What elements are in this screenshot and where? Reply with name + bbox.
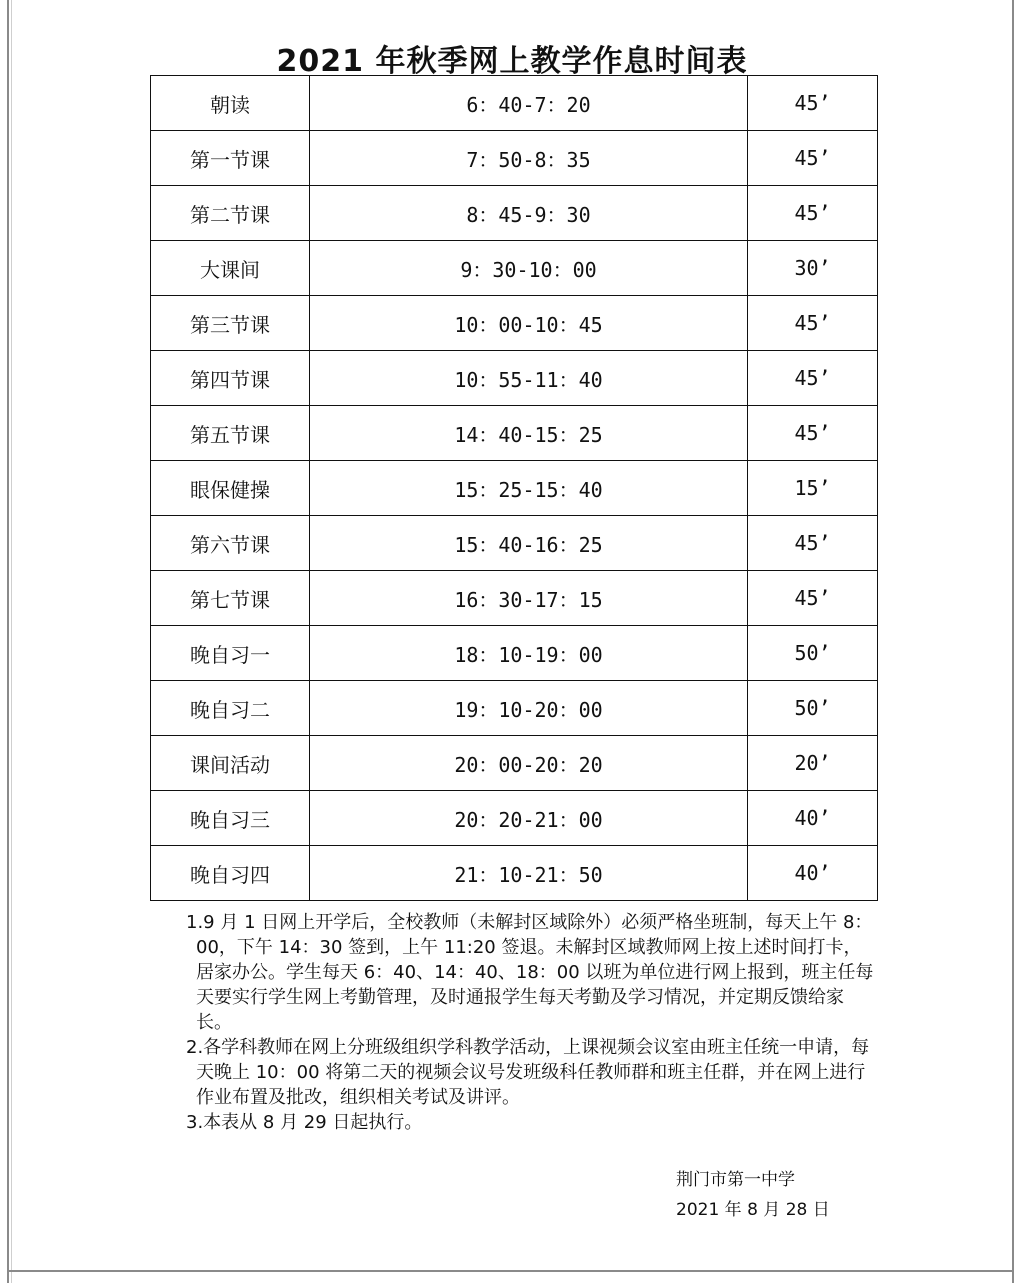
note-1: 1.9 月 1 日网上开学后，全校教师（未解封区域除外）必须严格坐班制，每天上午 8：00，下午 14：30 签到，上午 11:20 签退。未解封区域教师网上按上述时间打卡，居家办公。学生每天 6：40、14：40、18：00 以班为单位进行网上报到，班主任每天要实行学生网上考勤管理，及时通报学生每天考勤及学习情况，并定期反馈给家长。 [186,912,874,1033]
time-range-cell: 20：20-21：00 [310,791,748,846]
period-name-cell: 晚自习四 [151,846,310,901]
page-border-left [7,0,9,1283]
period-name-cell: 眼保健操 [151,461,310,516]
time-range-cell: 10：00-10：45 [310,296,748,351]
table-row [151,186,878,241]
duration-cell: 30’ [748,241,878,296]
duration-cell: 50’ [748,681,878,736]
time-range-cell: 10：55-11：40 [310,351,748,406]
period-name-cell: 第四节课 [151,351,310,406]
time-range-cell: 15：25-15：40 [310,461,748,516]
table-row [151,681,878,736]
duration-cell: 20’ [748,736,878,791]
table-row [151,571,878,626]
time-range-cell: 20：00-20：20 [310,736,748,791]
schedule-table [150,75,878,901]
page-title: 2021 年秋季网上教学作息时间表 [276,44,748,79]
table-row [151,406,878,461]
duration-cell: 45’ [748,186,878,241]
time-range-cell: 19：10-20：00 [310,681,748,736]
table-row [151,76,878,131]
duration-cell: 40’ [748,791,878,846]
duration-cell: 40’ [748,846,878,901]
period-name-cell: 课间活动 [151,736,310,791]
page-border-right [1012,0,1014,1283]
duration-cell: 50’ [748,626,878,681]
table-row [151,461,878,516]
time-range-cell: 8：45-9：30 [310,186,748,241]
period-name-cell: 晚自习一 [151,626,310,681]
time-range-cell: 15：40-16：25 [310,516,748,571]
table-row [151,736,878,791]
table-row [151,296,878,351]
time-range-cell: 6：40-7：20 [310,76,748,131]
period-name-cell: 第一节课 [151,131,310,186]
table-row [151,131,878,186]
duration-cell: 45’ [748,131,878,186]
page-border-bottom [7,1270,1014,1272]
duration-cell: 45’ [748,296,878,351]
table-row [151,846,878,901]
note-2: 2.各学科教师在网上分班级组织学科教学活动，上课视频会议室由班主任统一申请，每天晚上 10：00 将第二天的视频会议号发班级科任教师群和班主任群，并在网上进行作业布置及批改，组织相关考试及讲评。 [186,1037,870,1108]
time-range-cell: 16：30-17：15 [310,571,748,626]
time-range-cell: 14：40-15：25 [310,406,748,461]
duration-cell: 45’ [748,76,878,131]
period-name-cell: 晚自习三 [151,791,310,846]
duration-cell: 45’ [748,571,878,626]
period-name-cell: 第七节课 [151,571,310,626]
duration-cell: 45’ [748,406,878,461]
period-name-cell: 第三节课 [151,296,310,351]
table-row [151,516,878,571]
time-range-cell: 18：10-19：00 [310,626,748,681]
period-name-cell: 第二节课 [151,186,310,241]
table-row [151,351,878,406]
table-row [151,791,878,846]
period-name-cell: 大课间 [151,241,310,296]
period-name-cell: 朝读 [151,76,310,131]
footer-date: 2021 年 8 月 28 日 [676,1200,830,1220]
duration-cell: 45’ [748,351,878,406]
duration-cell: 45’ [748,516,878,571]
page-border-left-inner [11,0,12,1283]
period-name-cell: 第六节课 [151,516,310,571]
table-row [151,626,878,681]
table-row [151,241,878,296]
signature-block [676,1165,830,1225]
time-range-cell: 7：50-8：35 [310,131,748,186]
notes [188,910,878,1135]
period-name-cell: 晚自习二 [151,681,310,736]
duration-cell: 15’ [748,461,878,516]
time-range-cell: 21：10-21：50 [310,846,748,901]
footer-org: 荆门市第一中学 [676,1170,795,1190]
note-3: 3.本表从 8 月 29 日起执行。 [186,1112,423,1133]
period-name-cell: 第五节课 [151,406,310,461]
time-range-cell: 9：30-10：00 [310,241,748,296]
